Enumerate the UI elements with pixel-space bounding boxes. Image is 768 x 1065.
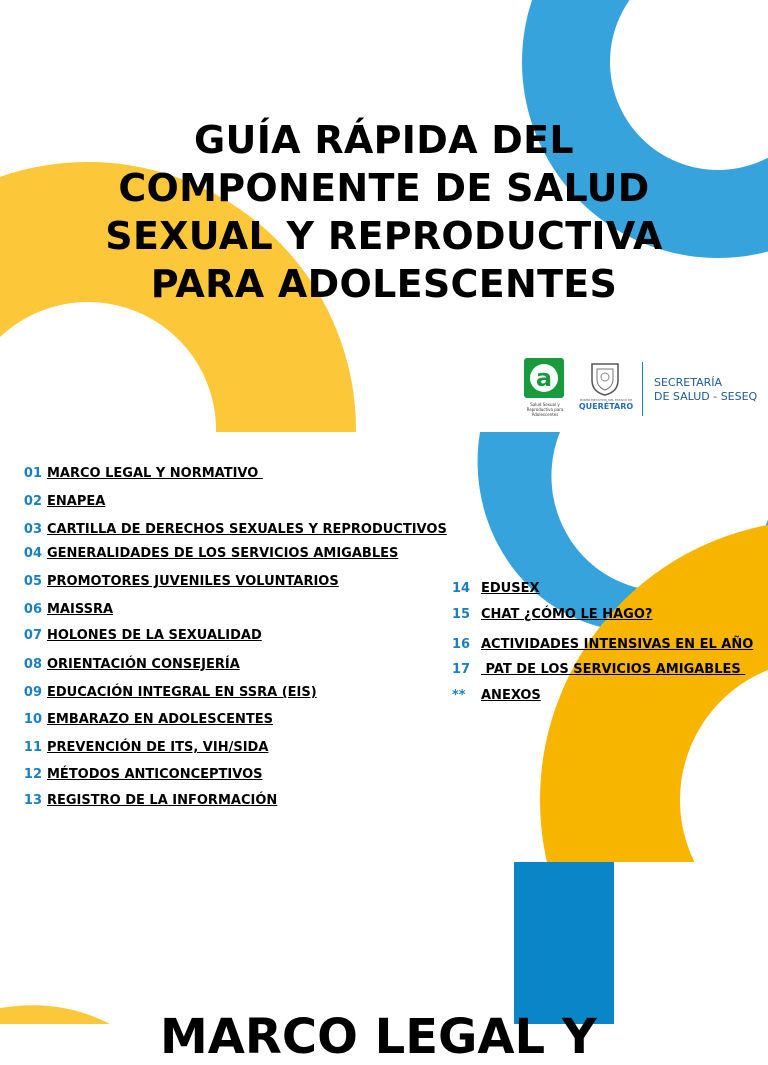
toc-number: 16 — [452, 637, 471, 652]
queretaro-caption — [576, 398, 636, 412]
toc-item-annexes[interactable] — [452, 688, 541, 703]
toc-number: 05 — [23, 574, 42, 589]
toc-item-11[interactable] — [20, 740, 268, 755]
toc-item-17[interactable] — [452, 662, 745, 677]
toc-item-04[interactable] — [20, 546, 398, 561]
toc-item-16[interactable] — [452, 637, 753, 652]
toc-item-09[interactable] — [20, 685, 317, 700]
toc-link[interactable]: ENAPEA — [47, 494, 106, 509]
secretaria-line-1: SECRETARÍA — [654, 376, 723, 389]
toc-item-15[interactable] — [452, 607, 652, 622]
toc-link[interactable]: MARCO LEGAL Y NORMATIVO — [47, 466, 263, 481]
toc-link[interactable]: ORIENTACIÓN CONSEJERÍA — [47, 657, 240, 672]
title-line-4: PARA ADOLESCENTES — [150, 262, 618, 306]
next-page-heading-partial: MARCO LEGAL Y — [160, 1009, 597, 1065]
toc-item-12[interactable] — [20, 767, 262, 782]
toc-link[interactable]: PROMOTORES JUVENILES VOLUNTARIOS — [47, 574, 339, 589]
toc-number: 03 — [23, 522, 42, 537]
toc-link[interactable]: ACTIVIDADES INTENSIVAS EN EL AÑO — [481, 637, 754, 652]
queretaro-small-text: PODER EJECUTIVO DEL ESTADO DE — [579, 398, 633, 402]
document-title — [0, 116, 768, 308]
title-line-3: SEXUAL Y REPRODUCTIVA — [105, 214, 663, 258]
toc-item-03[interactable] — [20, 522, 447, 537]
toc-number: 12 — [23, 767, 42, 782]
toc-number: 14 — [452, 581, 471, 596]
toc-item-01[interactable] — [20, 466, 263, 481]
toc-link[interactable]: MAISSRA — [47, 602, 114, 617]
toc-link[interactable]: EDUSEX — [481, 581, 540, 596]
toc-number: 01 — [23, 466, 42, 481]
toc-item-05[interactable] — [20, 574, 339, 589]
toc-link[interactable]: PREVENCIÓN DE ITS, VIH/SIDA — [47, 740, 269, 755]
toc-item-06[interactable] — [20, 602, 113, 617]
toc-link[interactable]: CARTILLA DE DERECHOS SEXUALES Y REPRODUCTIVOS — [47, 522, 447, 537]
logo-separator — [642, 362, 643, 416]
toc-item-10[interactable] — [20, 712, 273, 727]
toc-item-08[interactable] — [20, 657, 240, 672]
toc-number: 02 — [23, 494, 42, 509]
ssra-logo: a — [524, 358, 564, 398]
toc-link[interactable]: ANEXOS — [481, 688, 541, 703]
title-line-2: COMPONENTE DE SALUD — [118, 166, 650, 210]
toc-number: 17 — [452, 662, 471, 677]
toc-link[interactable]: REGISTRO DE LA INFORMACIÓN — [47, 793, 278, 808]
toc-item-07[interactable] — [20, 628, 262, 643]
toc-number: 15 — [452, 607, 471, 622]
toc-number: 09 — [23, 685, 42, 700]
secretaria-line-2: DE SALUD - SESEQ — [654, 390, 758, 403]
toc-number: 07 — [23, 628, 42, 643]
toc-number: 06 — [23, 602, 42, 617]
secretaria-text — [654, 376, 757, 404]
toc-link[interactable]: HOLONES DE LA SEXUALIDAD — [47, 628, 262, 643]
toc-link[interactable]: EDUCACIÓN INTEGRAL EN SSRA (EIS) — [47, 685, 317, 700]
toc-number: 13 — [23, 793, 42, 808]
toc-number: ** — [452, 688, 466, 703]
institution-logos — [520, 354, 768, 422]
toc-link[interactable]: GENERALIDADES DE LOS SERVICIOS AMIGABLES — [47, 546, 399, 561]
arc-bottom-left-yellow — [0, 1005, 110, 1024]
toc-link[interactable]: CHAT ¿CÓMO LE HAGO? — [481, 607, 653, 622]
toc-link[interactable]: MÉTODOS ANTICONCEPTIVOS — [47, 767, 263, 782]
toc-item-14[interactable] — [452, 581, 540, 596]
toc-number: 10 — [23, 712, 42, 727]
toc-link[interactable]: EMBARAZO EN ADOLESCENTES — [47, 712, 273, 727]
queretaro-crest-icon — [588, 360, 622, 396]
title-line-1: GUÍA RÁPIDA DEL — [194, 118, 574, 162]
toc-item-02[interactable] — [20, 494, 105, 509]
toc-number: 04 — [23, 546, 42, 561]
ssra-logo-caption: Salud Sexual y Reproductiva para Adolescentes — [526, 402, 564, 417]
queretaro-name: QUERÉTARO — [578, 402, 634, 411]
toc-number: 11 — [23, 740, 42, 755]
toc-number: 08 — [23, 657, 42, 672]
toc-item-13[interactable] — [20, 793, 277, 808]
toc-link[interactable]: PAT DE LOS SERVICIOS AMIGABLES — [481, 662, 746, 677]
